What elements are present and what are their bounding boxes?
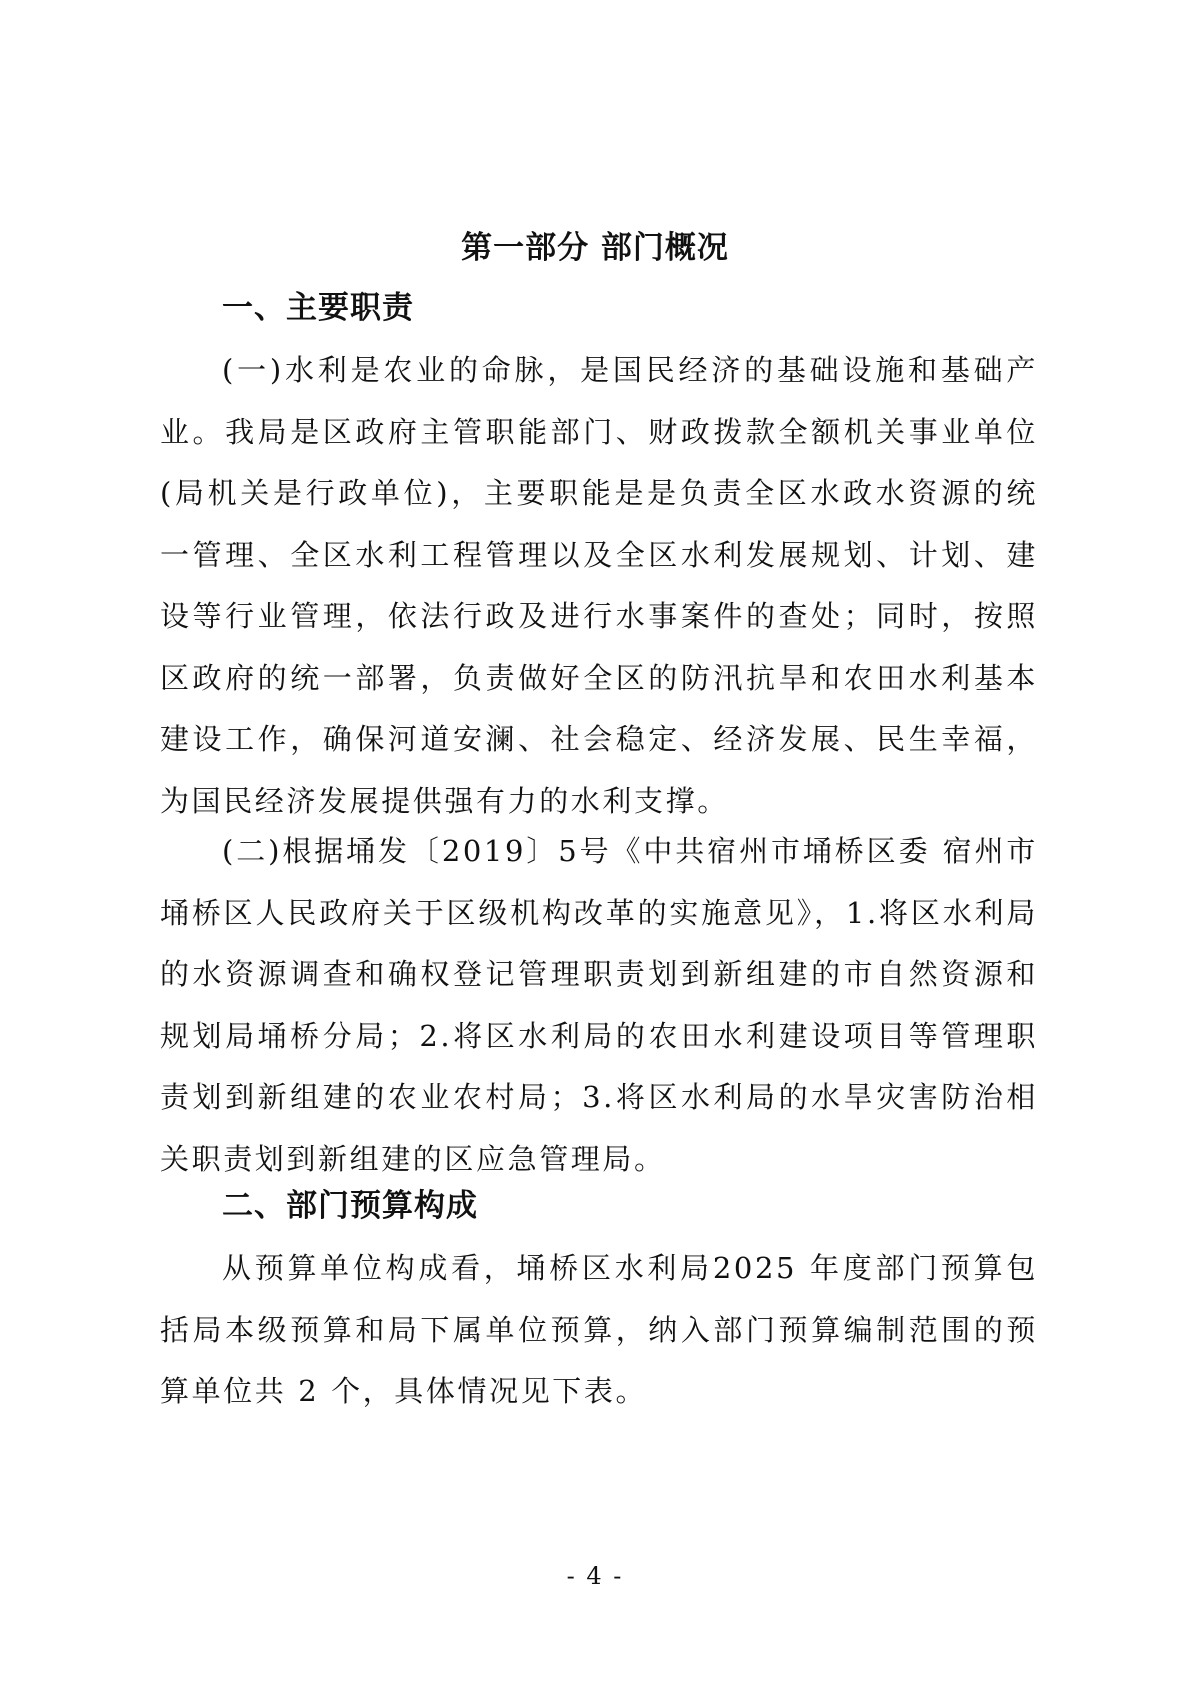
part-title: 第一部分 部门概况: [461, 230, 729, 266]
section-heading-budget-composition: 二、部门预算构成: [222, 1188, 478, 1224]
paragraph-budget-composition: 从预算单位构成看，埇桥区水利局2025 年度部门预算包括局本级预算和局下属单位预算，纳入部门预算编制范围的预算单位共 2 个，具体情况见下表。: [160, 1251, 1038, 1408]
paragraph-duties-2: (二)根据埇发〔2019〕5号《中共宿州市埇桥区委 宿州市埇桥区人民政府关于区级机构改革的实施意见》，1.将区水利局的水资源调查和确权登记管理职责划到新组建的市自然资源和规划局埇桥分局；2.将区水利局的农田水利建设项目等管理职责划到新组建的农业农村局；3.将区水利局的水旱灾害防治相关职责划到新组建的区应急管理局。: [160, 834, 1038, 1176]
paragraph-duties-1: (一)水利是农业的命脉，是国民经济的基础设施和基础产业。我局是区政府主管职能部门、财政拨款全额机关事业单位(局机关是行政单位)，主要职能是是负责全区水政水资源的统一管理、全区水利工程管理以及全区水利发展规划、计划、建设等行业管理，依法行政及进行水事案件的查处；同时，按照区政府的统一部署，负责做好全区的防汛抗旱和农田水利基本建设工作，确保河道安澜、社会稳定、经济发展、民生幸福，为国民经济发展提供强有力的水利支撑。: [160, 353, 1038, 818]
section-heading-main-duties: 一、主要职责: [222, 290, 414, 326]
page-number: - 4 -: [566, 1562, 624, 1590]
